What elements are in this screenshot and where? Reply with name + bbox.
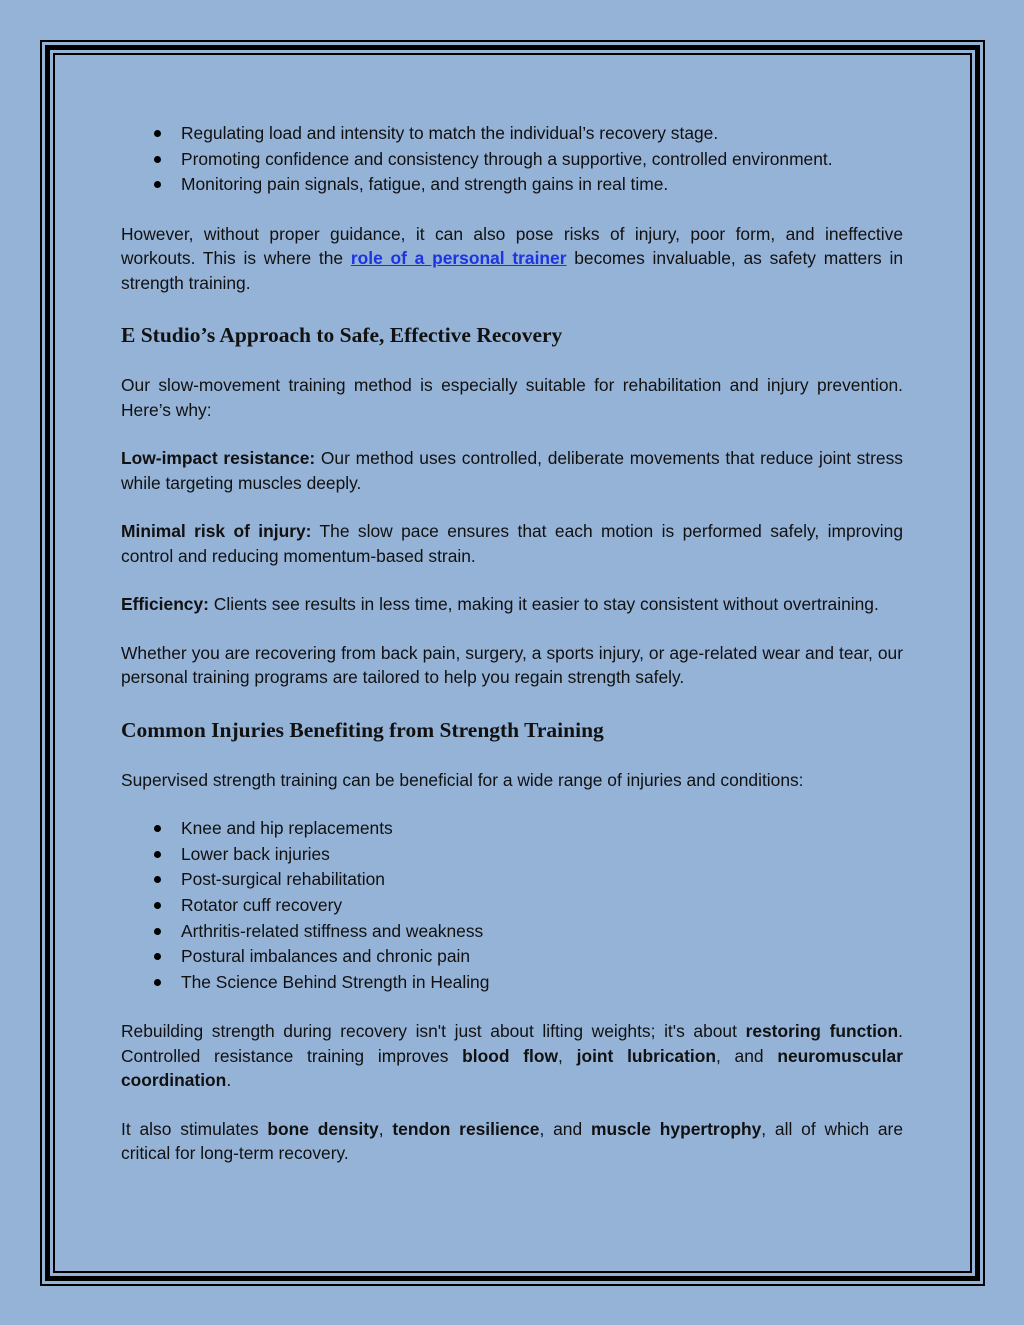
benefit-efficiency: Efficiency: Clients see results in less time, making it easier to stay consistent without overtraining. <box>121 594 879 615</box>
benefit-term: Low-impact resistance: <box>121 448 316 469</box>
list-item: Regulating load and intensity to match the individual’s recovery stage. <box>181 121 903 147</box>
intro-paragraph: Our slow-movement training method is especially suitable for rehabilitation and injury prevention. Here’s why: <box>121 375 903 420</box>
heading-injuries: Common Injuries Benefiting from Strength Training <box>121 717 604 742</box>
list-item: Post-surgical rehabilitation <box>181 867 903 893</box>
list-item: Arthritis-related stiffness and weakness <box>181 919 903 945</box>
benefit-term: Minimal risk of injury: <box>121 521 312 542</box>
list-item: Knee and hip replacements <box>181 816 903 842</box>
document-body <box>121 121 903 1166</box>
injuries-list <box>121 816 903 995</box>
benefit-term: Efficiency: <box>121 594 209 615</box>
list-item: Promoting confidence and consistency through a supportive, controlled environment. <box>181 147 903 173</box>
recovery-benefits-list <box>121 121 903 198</box>
benefit-minimal-risk: Minimal risk of injury: The slow pace ensures that each motion is performed safely, improving control and reducing momentum-based strain. <box>121 521 904 566</box>
injuries-intro: Supervised strength training can be beneficial for a wide range of injuries and conditions: <box>121 769 804 790</box>
personal-trainer-link[interactable]: role of a personal trainer <box>350 248 567 269</box>
list-item: The Science Behind Strength in Healing <box>181 970 903 996</box>
recovery-paragraph: Whether you are recovering from back pain, surgery, a sports injury, or age-related wear and tear, our personal training programs are tailored to help you regain strength safely. <box>121 642 903 688</box>
list-item: Postural imbalances and chronic pain <box>181 944 903 970</box>
rebuilding-paragraph: Rebuilding strength during recovery isn't just about lifting weights; it's about restoring function. Controlled resistance training improves blood flow, joint lubrication, and neuromuscular coordination. <box>121 1021 903 1091</box>
list-item: Rotator cuff recovery <box>181 893 903 919</box>
list-item: Lower back injuries <box>181 842 903 868</box>
benefit-low-impact: Low-impact resistance: Our method uses controlled, deliberate movements that reduce joint stress while targeting muscles deeply. <box>121 448 903 493</box>
stimulates-paragraph: It also stimulates bone density, tendon resilience, and muscle hypertrophy, all of which are critical for long-term recovery. <box>121 1118 903 1164</box>
heading-approach: E Studio’s Approach to Safe, Effective Recovery <box>121 323 563 348</box>
guidance-paragraph: However, without proper guidance, it can also pose risks of injury, poor form, and ineffective workouts. This is where the role of a personal trainer becomes invaluable, as safety matters in strength training. <box>121 223 904 293</box>
list-item: Monitoring pain signals, fatigue, and strength gains in real time. <box>181 172 903 198</box>
